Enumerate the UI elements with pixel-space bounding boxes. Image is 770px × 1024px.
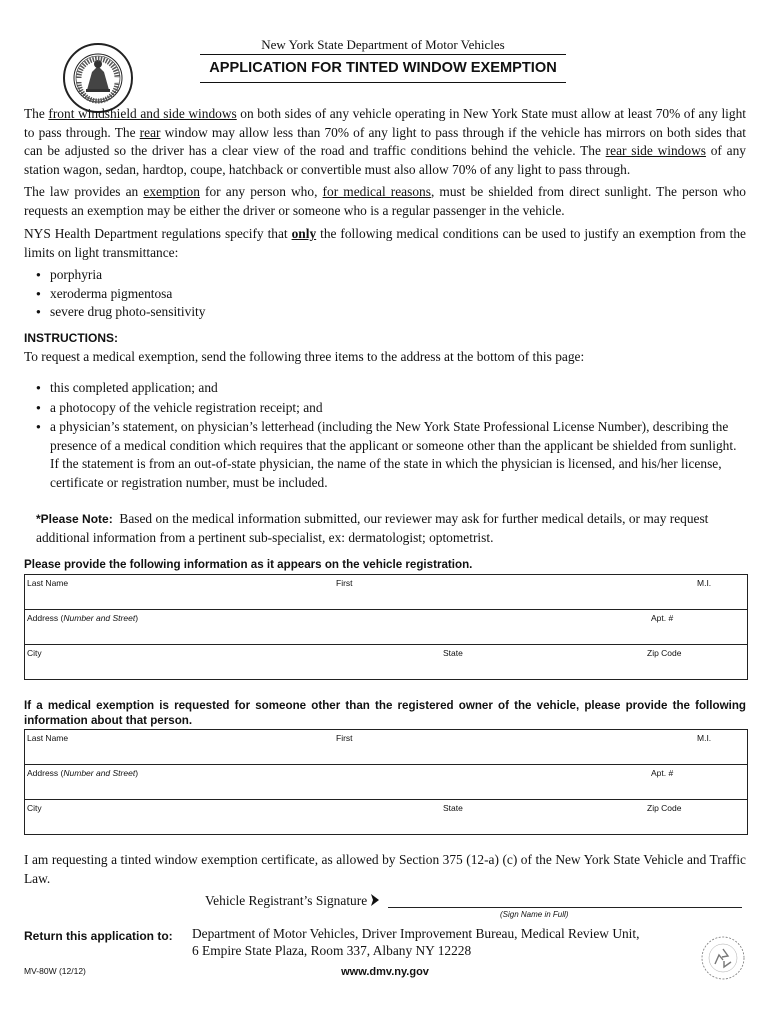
- list-item: ● a photocopy of the vehicle registration receipt; and: [36, 399, 746, 418]
- city-field[interactable]: City: [27, 803, 42, 813]
- return-address-line-2: 6 Empire State Plaza, Room 337, Albany NY 12228: [192, 943, 472, 958]
- state-field[interactable]: State: [443, 803, 463, 813]
- list-item: ● a physician’s statement, on physician’s letterhead (including the New York State Professional License Number), describing the presence of a medical condition which requires that the applicant or someone other than the applicant be shielded from sunlight. If the statement is from an out-of-state physician, the name of the state in which the physician is licensed, and his/her license, certificate or registration number, must be included.: [36, 418, 746, 492]
- list-item: ● xeroderma pigmentosa: [36, 285, 436, 304]
- intro-paragraph-1: The front windshield and side windows on both sides of any vehicle operating in New York State must allow at least 70% of any light to pass through. The rear window may allow less than 70% of any light to pass through if the vehicle has mirrors on both sides that can be adjusted so the driver has a clear view of the road and traffic conditions behind the vehicle. The rear side windows of any station wagon, sedan, hardtop, coupe, hatchback or convertible must also allow 70% of any light to pass through.: [24, 106, 747, 177]
- zip-code-field[interactable]: Zip Code: [647, 648, 682, 658]
- address-row: [25, 765, 747, 800]
- zip-code-field[interactable]: Zip Code: [647, 803, 682, 813]
- signature-hint: (Sign Name in Full): [500, 910, 569, 919]
- agency-name: New York State Department of Motor Vehicles: [261, 37, 505, 52]
- header-rule: [200, 54, 566, 55]
- middle-initial-field[interactable]: M.I.: [697, 733, 712, 743]
- intro-paragraph-2: The law provides an exemption for any person who, for medical reasons, must be shielded from direct sunlight. The person who requests an exemption may be either the driver or someone who is a regular passenger in the vehicle.: [24, 184, 746, 218]
- intro-paragraph-3: NYS Health Department regulations specify that only the following medical conditions can be used to justify an exemption from the limits on light transmittance:: [24, 226, 746, 260]
- apt-field[interactable]: Apt. #: [651, 768, 674, 778]
- first-name-field[interactable]: First: [336, 578, 353, 588]
- last-name-field[interactable]: Last Name: [27, 733, 69, 743]
- other-person-info-form: [24, 729, 748, 835]
- form-id: MV-80W (12/12): [24, 966, 86, 976]
- instructions-heading: INSTRUCTIONS:: [24, 331, 118, 345]
- request-statement: I am requesting a tinted window exemption certificate, as allowed by Section 375 (12-a) (c) of the New York State Vehicle and Traffic Law.: [24, 852, 746, 886]
- middle-initial-field[interactable]: M.I.: [697, 578, 712, 588]
- list-item: ● porphyria: [36, 266, 436, 285]
- section2-heading: If a medical exemption is requested for someone other than the registered owner of the vehicle, please provide the following information about that person.: [24, 699, 746, 727]
- state-field[interactable]: State: [443, 648, 463, 658]
- city-row: [25, 800, 747, 834]
- recycle-logo: [700, 935, 746, 981]
- title-rule: [200, 82, 566, 83]
- page-title: APPLICATION FOR TINTED WINDOW EXEMPTION: [209, 60, 557, 76]
- return-address-line-1: Department of Motor Vehicles, Driver Improvement Bureau, Medical Review Unit,: [192, 926, 640, 941]
- address-field[interactable]: Address (Number and Street): [27, 768, 139, 778]
- address-row: [25, 610, 747, 645]
- please-note: *Please Note: Based on the medical information submitted, our reviewer may ask for further medical details, or may request additional information from a pertinent sub-specialist, ex: dermatologist; optometrist.: [36, 511, 709, 545]
- name-row: [25, 730, 747, 765]
- medical-conditions-list: [36, 266, 436, 322]
- city-row: [25, 645, 747, 679]
- pointer-arrow-icon: [371, 894, 379, 906]
- last-name-field[interactable]: Last Name: [27, 578, 69, 588]
- signature-line[interactable]: [388, 907, 742, 908]
- please-note-label: *Please Note:: [36, 512, 113, 526]
- instructions-list: [36, 379, 746, 492]
- instructions-lead: To request a medical exemption, send the following three items to the address at the bottom of this page:: [24, 349, 585, 364]
- registration-info-form: [24, 574, 748, 680]
- first-name-field[interactable]: First: [336, 733, 353, 743]
- name-row: [25, 575, 747, 610]
- address-field[interactable]: Address (Number and Street): [27, 613, 139, 623]
- website-link[interactable]: www.dmv.ny.gov: [341, 966, 429, 978]
- section1-heading: Please provide the following information as it appears on the vehicle registration.: [24, 558, 473, 571]
- list-item: ● severe drug photo-sensitivity: [36, 303, 436, 322]
- city-field[interactable]: City: [27, 648, 42, 658]
- return-label: Return this application to:: [24, 929, 173, 943]
- signature-label: Vehicle Registrant’s Signature: [205, 893, 379, 909]
- state-seal: [62, 42, 134, 114]
- list-item: ● this completed application; and: [36, 379, 746, 398]
- apt-field[interactable]: Apt. #: [651, 613, 674, 623]
